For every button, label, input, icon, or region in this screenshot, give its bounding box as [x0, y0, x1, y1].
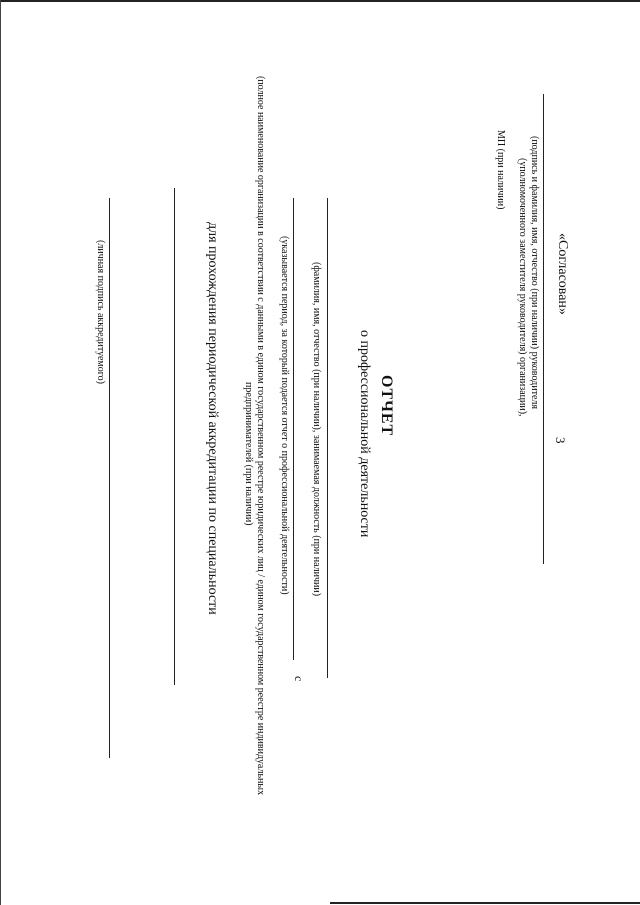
head-signature-caption-line2: (уполномоченного заместителя руководителя) организации),: [517, 158, 528, 417]
personal-signature-caption: (личная подпись аккредитуемого): [95, 240, 106, 384]
specialty-field-line: [174, 188, 175, 685]
from-label: с: [292, 676, 306, 682]
personal-signature-line: [109, 198, 110, 758]
head-signature-caption-line1: (подпись и фамилия, имя, отчество (при наличии) руководителя: [529, 136, 540, 410]
name-field-line: [327, 198, 328, 678]
agreed-heading: «Согласован»: [555, 233, 570, 315]
period-field-caption: (указывается период, за который подается отчет о профессиональной деятельности): [279, 236, 290, 595]
organization-caption-line2: предпринимателей (при наличии): [243, 382, 254, 526]
page-number: 3: [553, 437, 568, 444]
period-field-line: [293, 198, 294, 660]
head-signature-line: [543, 94, 544, 564]
stamp-label: МП (при наличии): [495, 130, 506, 210]
document-subtitle: о профессиональной деятельности: [357, 330, 372, 538]
accreditation-purpose: для прохождения периодической аккредитации по специальности: [205, 222, 220, 615]
organization-caption-line1: (полное наименование организации в соответствии с данными в едином государственном реестре юридических лиц / едином государственном реестре индивидуальных: [255, 76, 266, 796]
name-field-caption: (фамилия, имя, отчество (при наличии), занимаемая должность (при наличии): [311, 262, 322, 597]
document-title: ОТЧЕТ: [378, 375, 395, 437]
